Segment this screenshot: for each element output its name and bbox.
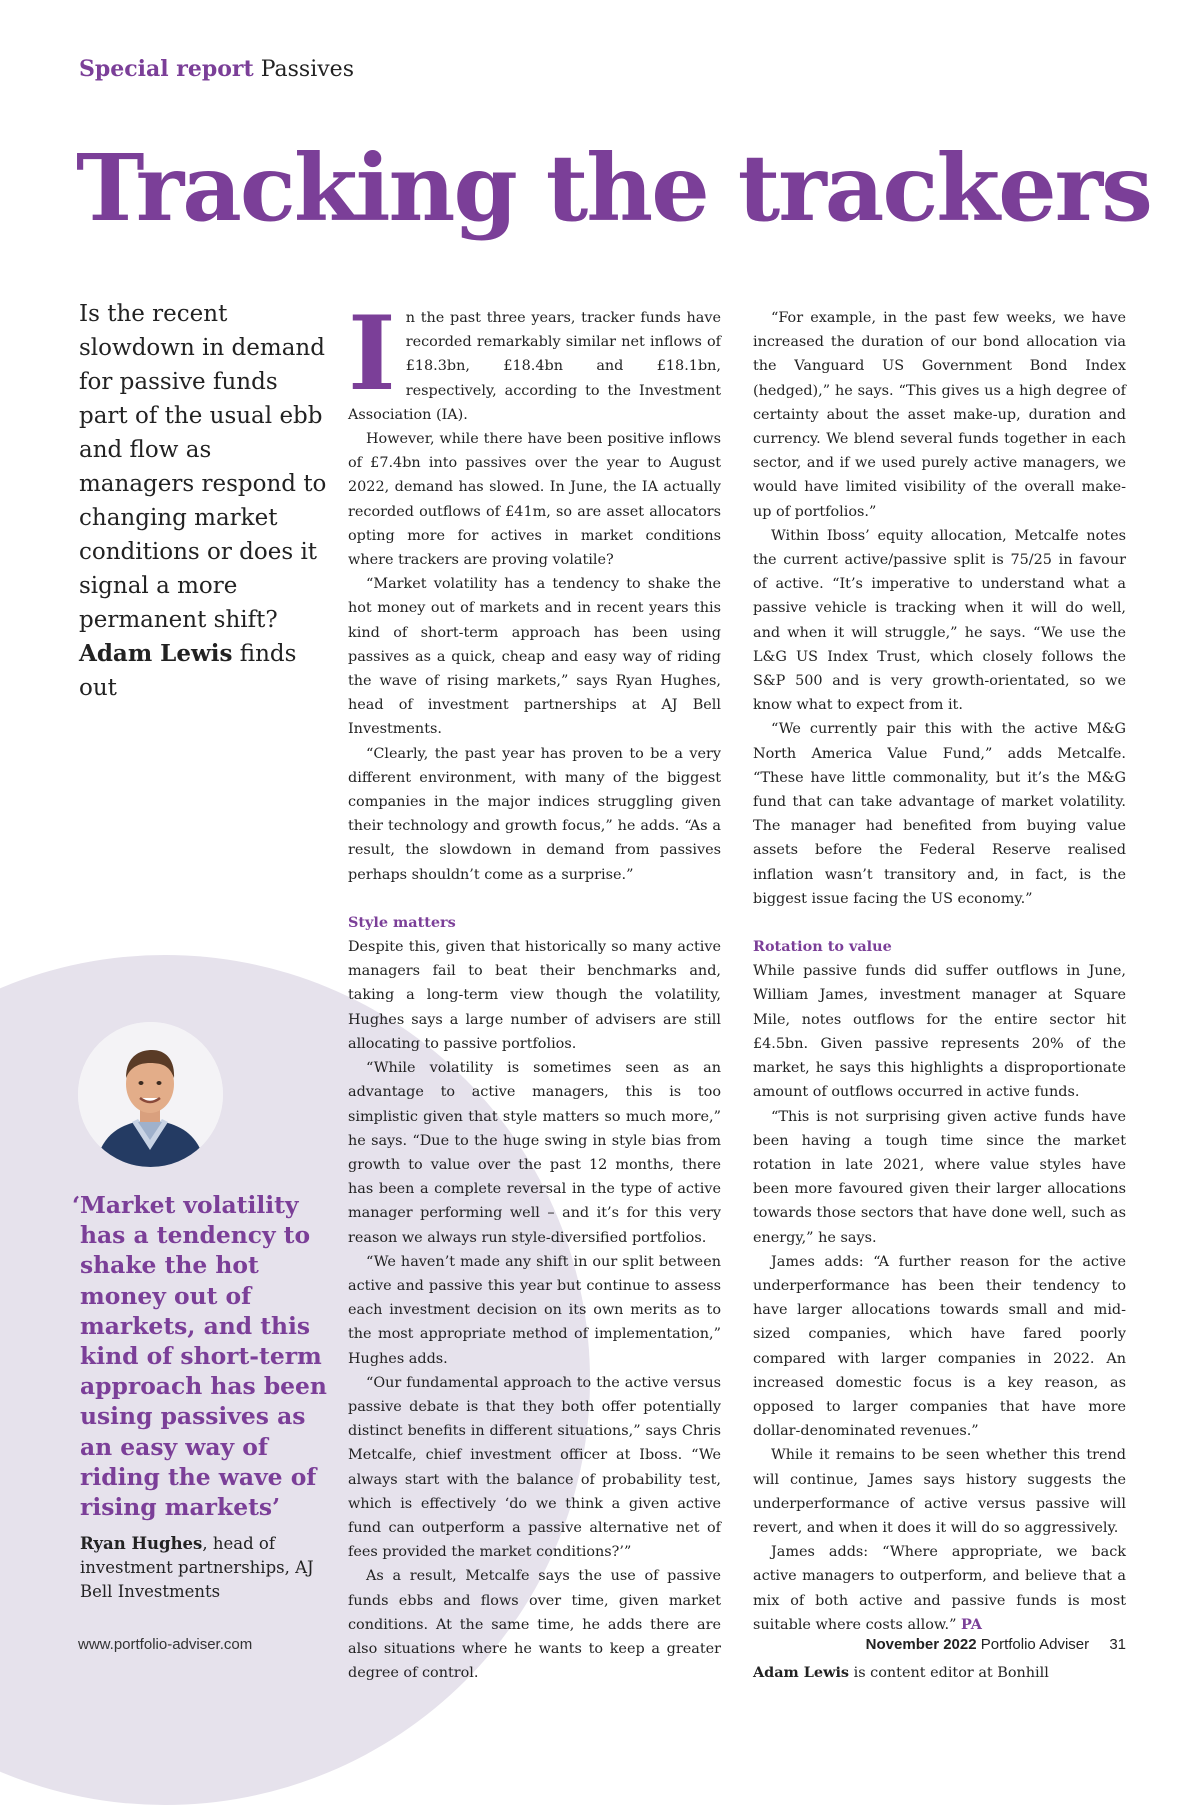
paragraph: While passive funds did suffer outflows in June, William James, investment manager at Square Mile, notes outflows for the entire sector hit £4.5bn. Given passive represents 20% of the market, he says this highlights a disproportionate amount of outflows occurred in active funds. — [753, 963, 1126, 1101]
page-number: 31 — [1109, 1636, 1126, 1653]
paragraph: “We haven’t made any shift in our split between active and passive this year but continue to assess each investment decision on its own merits as to the most appropriate method of implementation,” Hughes adds. — [348, 1253, 721, 1367]
section-kicker — [79, 56, 354, 82]
article-column-2 — [753, 306, 1126, 1685]
footer-info — [866, 1636, 1126, 1653]
bio-text: is content editor at Bonhill — [853, 1664, 1049, 1681]
paragraph: “While volatility is sometimes seen as an advantage to active managers, this is too simplistic given that style matters so much more,” he says. “Due to the huge swing in style bias from growth to value over the past 12 months, there has been a complete reversal in the type of active manager performing well – and it’s for this very reason we always run style-diversified portfolios. — [348, 1060, 721, 1246]
standfirst — [79, 297, 329, 705]
paragraph: However, while there have been positive inflows of £7.4bn into passives over the year to August 2022, demand has slowed. In June, the IA actually recorded outflows of £41m, so are asset allocators opting more for actives in market conditions where trackers are proving volatile? — [348, 431, 721, 569]
attribution-name: Ryan Hughes — [80, 1534, 203, 1553]
paragraph: Despite this, given that historically so many active managers fail to beat their benchmarks and, taking a long-term view though the volatility, Hughes says a large number of advisers are still allocating to passive portfolios. — [348, 939, 721, 1052]
paragraph: “For example, in the past few weeks, we have increased the duration of our bond allocation via the Vanguard US Government Bond Index (hedged),” he says. “This gives us a high degree of certainty about the asset make-up, duration and currency. We blend several funds together in each sector, and if we used purely active managers, we would have limited visibility of the overall make-up of portfolios.” — [753, 310, 1126, 520]
subheading-style-matters: Style matters — [348, 913, 456, 931]
drop-cap: I — [348, 294, 396, 414]
paragraph: “This is not surprising given active funds have been having a tough time since the market rotation in late 2021, where value styles have been more favoured given their larger allocations towards those sectors that have done well, such as energy,” he says. — [753, 1108, 1126, 1246]
paragraph: “We currently pair this with the active M&G North America Value Fund,” adds Metcalfe. “These have little commonality, but it’s the M&G fund that can take advantage of market volatility. The manager had benefited from buying value assets before the Federal Reserve realised inflation wasn’t transitory and, in fact, is the biggest issue facing the US economy.” — [753, 721, 1126, 907]
section-label: Special report — [79, 56, 254, 82]
pull-quote-open-mark: ‘ — [72, 1191, 81, 1219]
avatar — [78, 1022, 223, 1167]
paragraph: “Our fundamental approach to the active versus passive debate is that they both offer potentially distinct benefits in different situations,” says Chris Metcalfe, chief investment officer at Iboss. “We always start with the balance of probability test, which is effectively ‘do we think a given active fund can outperform a passive alternative net of fees provided the market conditions?’” — [348, 1374, 721, 1561]
standfirst-author: Adam Lewis — [79, 640, 233, 667]
end-mark: PA — [961, 1615, 982, 1633]
paragraph: James adds: “Where appropriate, we back active managers to outperform, and believe that a mix of both active and passive funds is most suitable where costs allow.” PA — [753, 1544, 1126, 1633]
paragraph: As a result, Metcalfe says the use of passive funds ebbs and flows over time, given market conditions. At the same time, he adds there are also situations where he wants to keep a greater degree of control. — [348, 1568, 721, 1682]
paragraph: In the past three years, tracker funds have recorded remarkably similar net inflows of £18.3bn, £18.4bn and £18.1bn, respectively, according to the Investment Association (IA). — [348, 294, 721, 423]
pull-quote — [72, 1190, 337, 1522]
standfirst-text: Is the recent slowdown in demand for passive funds part of the usual ebb and flow as managers respond to changing market conditions or does it signal a more permanent shift? — [79, 301, 327, 633]
topic-label: Passives — [260, 57, 354, 82]
quote-attribution — [80, 1532, 330, 1604]
article-column-1 — [348, 294, 721, 1685]
paragraph: While it remains to be seen whether this trend will continue, James says history suggests the underperformance of active versus passive will revert, and when it does it will do so aggressively. — [753, 1447, 1126, 1536]
standfirst-tail: finds out — [79, 641, 297, 701]
paragraph: Within Iboss’ equity allocation, Metcalfe notes the current active/passive split is 75/25 in favour of active. “It’s imperative to understand what a passive vehicle is tracking when it will do well, and when it will struggle,” he says. “We use the L&G US Index Trust, which closely follows the S&P 500 and is very growth-orientated, so we know what to expect from it. — [753, 527, 1126, 714]
paragraph: “Market volatility has a tendency to shake the hot money out of markets and in recent years this kind of short-term approach has been using passives as a quick, cheap and easy way of riding the wave of rising markets,” says Ryan Hughes, head of investment partnerships at AJ Bell Investments. — [348, 576, 721, 738]
subheading-rotation-to-value: Rotation to value — [753, 938, 892, 956]
footer-date: November 2022 — [865, 1636, 977, 1653]
page-title: Tracking the trackers — [76, 134, 1151, 242]
bio-name: Adam Lewis — [753, 1663, 850, 1681]
attribution-role: , head of investment partnerships, AJ Bell Investments — [80, 1534, 314, 1601]
pull-quote-text: Market volatility has a tendency to shake the hot money out of markets, and this kind of short-term approach has been using passives as an easy way of riding the wave of rising markets’ — [80, 1191, 327, 1522]
paragraph: “Clearly, the past year has proven to be a very different environment, with many of the biggest companies in the major indices struggling given their technology and growth focus,” he adds. “As a result, the slowdown in demand from passives perhaps shouldn’t come as a surprise.” — [348, 745, 721, 883]
footer-url: www.portfolio-adviser.com — [78, 1636, 253, 1653]
paragraph: James adds: “A further reason for the active underperformance has been their tendency to have larger allocations towards small and mid-sized companies, which have fared poorly compared with larger companies in 2022. An increased domestic focus is a key reason, as opposed to larger companies that have more dollar-denominated revenues.” — [753, 1253, 1126, 1440]
person-photo-icon — [78, 1022, 223, 1167]
footer-publication: Portfolio Adviser — [980, 1636, 1090, 1653]
author-bio — [753, 1661, 1126, 1685]
